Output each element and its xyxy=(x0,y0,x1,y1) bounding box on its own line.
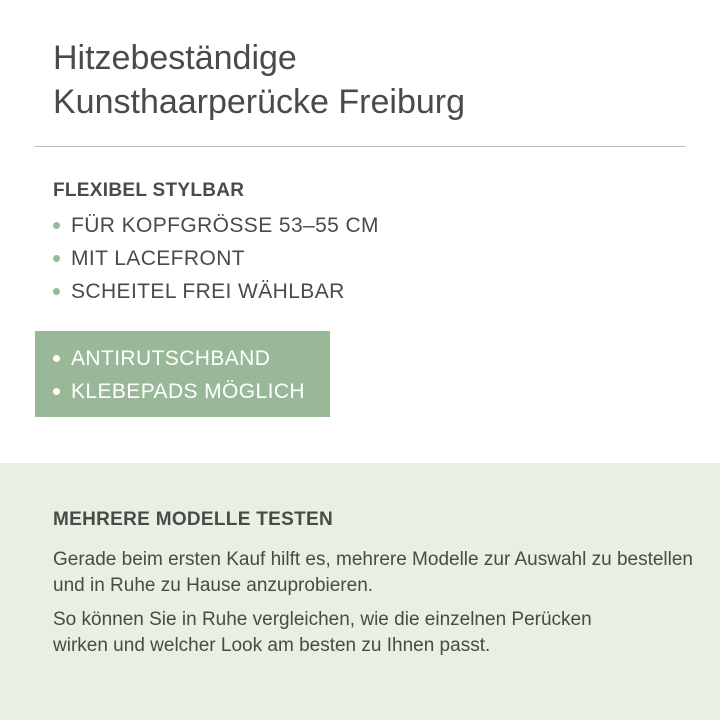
bullet-dot-icon xyxy=(53,222,60,229)
bullet-dot-icon xyxy=(53,288,60,295)
features-heading: FLEXIBEL STYLBAR xyxy=(53,180,245,201)
tip-section xyxy=(0,463,720,720)
feature-item-label: SCHEITEL FREI WÄHLBAR xyxy=(71,279,345,303)
feature-item xyxy=(53,242,379,275)
feature-item-label: FÜR KOPFGRÖSSE 53–55 CM xyxy=(71,213,379,237)
feature-item xyxy=(53,209,379,242)
tip-paragraph-2: So können Sie in Ruhe vergleichen, wie die einzelnen Perücken wirken und welcher Look am besten zu Ihnen passt. xyxy=(53,609,592,656)
feature-list xyxy=(53,209,379,308)
product-title-line-1: Hitzebeständige xyxy=(53,39,297,77)
highlight-item-label: ANTIRUTSCHBAND xyxy=(71,346,271,370)
tip-paragraph-1: Gerade beim ersten Kauf hilft es, mehrere Modelle zur Auswahl zu bestellen und in Ruhe zu Hause anzuprobieren. xyxy=(53,549,693,596)
bullet-dot-icon xyxy=(53,355,60,362)
highlight-item xyxy=(53,375,305,408)
highlight-list xyxy=(53,342,305,408)
product-title xyxy=(53,36,693,124)
tip-heading: MEHRERE MODELLE TESTEN xyxy=(53,509,334,530)
product-title-line-2: Kunsthaarperücke Freiburg xyxy=(53,83,466,121)
highlight-item xyxy=(53,342,305,375)
highlight-item-label: KLEBEPADS MÖGLICH xyxy=(71,379,305,403)
highlight-box xyxy=(35,331,330,417)
title-divider xyxy=(35,146,685,147)
feature-item-label: MIT LACEFRONT xyxy=(71,246,245,270)
bullet-dot-icon xyxy=(53,388,60,395)
feature-item xyxy=(53,275,379,308)
bullet-dot-icon xyxy=(53,255,60,262)
